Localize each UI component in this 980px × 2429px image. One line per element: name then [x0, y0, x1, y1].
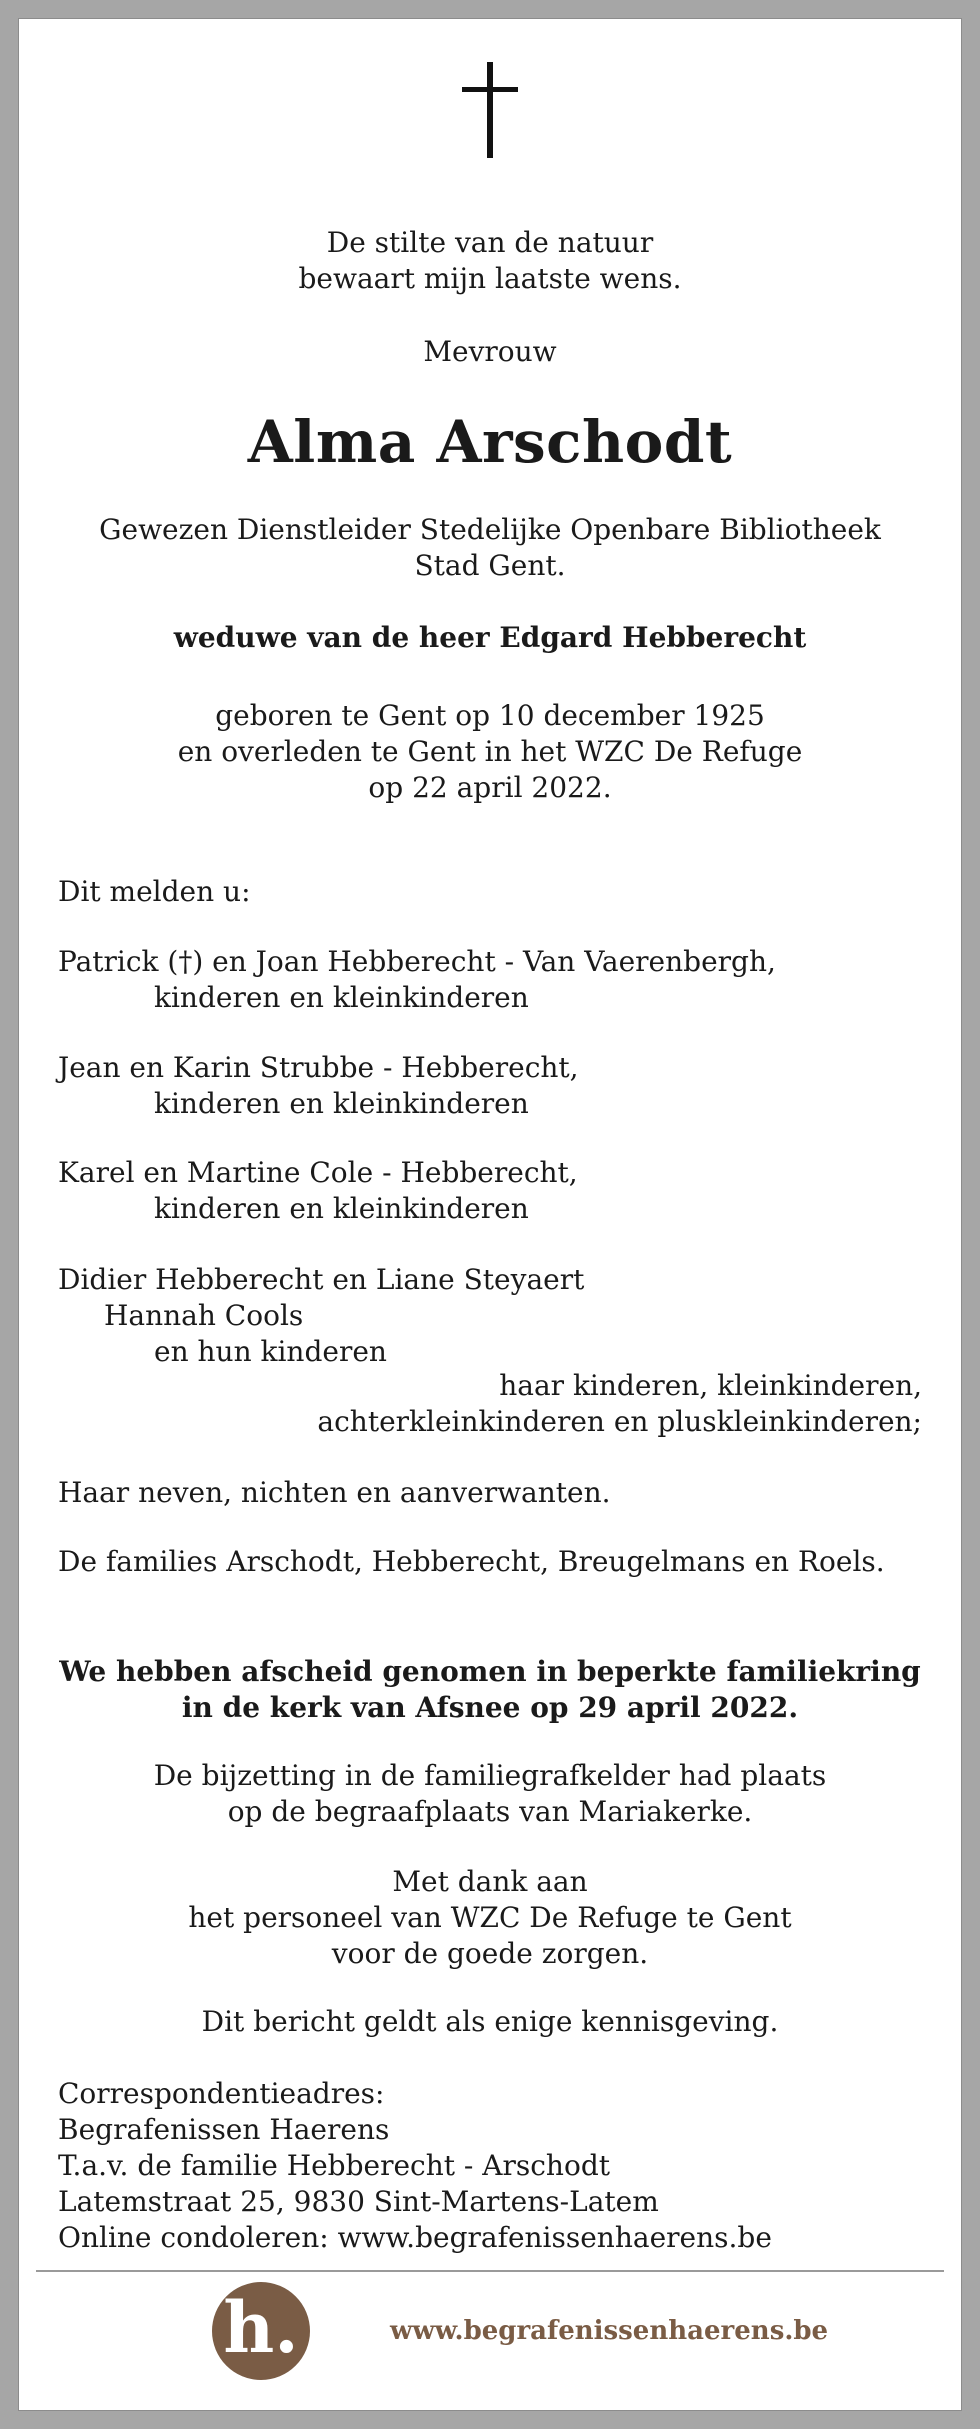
family-line: Jean en Karin Strubbe - Hebberecht,: [58, 1051, 579, 1084]
family-sub: kinderen en kleinkinderen: [154, 1192, 529, 1225]
correspondence-line: T.a.v. de familie Hebberecht - Arschodt: [58, 2149, 611, 2182]
role: [30, 512, 950, 584]
farewell: [30, 1654, 950, 1726]
died-line: en overleden te Gent in het WZC De Refuge: [177, 735, 803, 768]
families-line: De families Arschodt, Hebberecht, Breugelmans en Roels.: [58, 1545, 885, 1578]
farewell-line: in de kerk van Afsnee op 29 april 2022.: [181, 1691, 799, 1724]
thanks-line: Met dank aan: [392, 1865, 588, 1898]
announce: Dit melden u:: [58, 875, 251, 908]
funeral-home-website[interactable]: www.begrafenissenhaerens.be: [390, 2316, 829, 2346]
family-entry: [58, 1262, 584, 1370]
family-entry: [58, 1050, 579, 1122]
motto: [30, 225, 950, 297]
family-entry: [58, 1155, 578, 1227]
thanks-line: voor de goede zorgen.: [331, 1937, 649, 1970]
title: Mevrouw: [423, 335, 557, 368]
motto-line: De stilte van de natuur: [326, 226, 654, 259]
divider: [36, 2270, 944, 2272]
farewell-line: We hebben afscheid genomen in beperkte familiekring: [59, 1655, 921, 1688]
condolence-link[interactable]: Online condoleren: www.begrafenissenhaerens.be: [58, 2221, 772, 2254]
burial-line: De bijzetting in de familiegrafkelder had plaats: [153, 1759, 827, 1792]
widow-line: weduwe van de heer Edgard Hebberecht: [173, 621, 807, 654]
correspondence: [58, 2076, 772, 2256]
family-entry: [58, 944, 776, 1016]
correspondence-line: Correspondentieadres:: [58, 2077, 385, 2110]
date-line: op 22 april 2022.: [368, 771, 612, 804]
role-line: Stad Gent.: [414, 549, 566, 582]
funeral-home-logo: [212, 2282, 310, 2380]
family-line: Patrick (†) en Joan Hebberecht - Van Vaerenbergh,: [58, 945, 776, 978]
grandchildren-line: haar kinderen, kleinkinderen,: [499, 1369, 922, 1402]
role-line: Gewezen Dienstleider Stedelijke Openbare Bibliotheek: [99, 513, 881, 546]
thanks: [30, 1864, 950, 1972]
born-line: geboren te Gent op 10 december 1925: [215, 699, 765, 732]
family-sub: Hannah Cools: [104, 1299, 304, 1332]
deceased-name: Alma Arschodt: [247, 408, 733, 476]
correspondence-line: Latemstraat 25, 9830 Sint-Martens-Latem: [58, 2185, 659, 2218]
family-line: Didier Hebberecht en Liane Steyaert: [58, 1263, 585, 1296]
notice: Dit bericht geldt als enige kennisgeving.: [201, 2005, 779, 2038]
correspondence-line: Begrafenissen Haerens: [58, 2113, 390, 2146]
family-line: Karel en Martine Cole - Hebberecht,: [58, 1156, 578, 1189]
logo-letter: h.: [223, 2286, 299, 2369]
burial-line: op de begraafplaats van Mariakerke.: [227, 1795, 753, 1828]
cross-icon: [462, 62, 518, 158]
motto-line: bewaart mijn laatste wens.: [298, 262, 682, 295]
relatives: Haar neven, nichten en aanverwanten.: [58, 1476, 611, 1509]
family-sub: kinderen en kleinkinderen: [154, 981, 529, 1014]
grandchildren-line: achterkleinkinderen en pluskleinkinderen;: [317, 1405, 922, 1438]
thanks-line: het personeel van WZC De Refuge te Gent: [188, 1901, 792, 1934]
grandchildren: [317, 1368, 922, 1440]
born-died: [30, 698, 950, 806]
family-sub: en hun kinderen: [154, 1335, 387, 1368]
family-sub: kinderen en kleinkinderen: [154, 1087, 529, 1120]
burial: [30, 1758, 950, 1830]
